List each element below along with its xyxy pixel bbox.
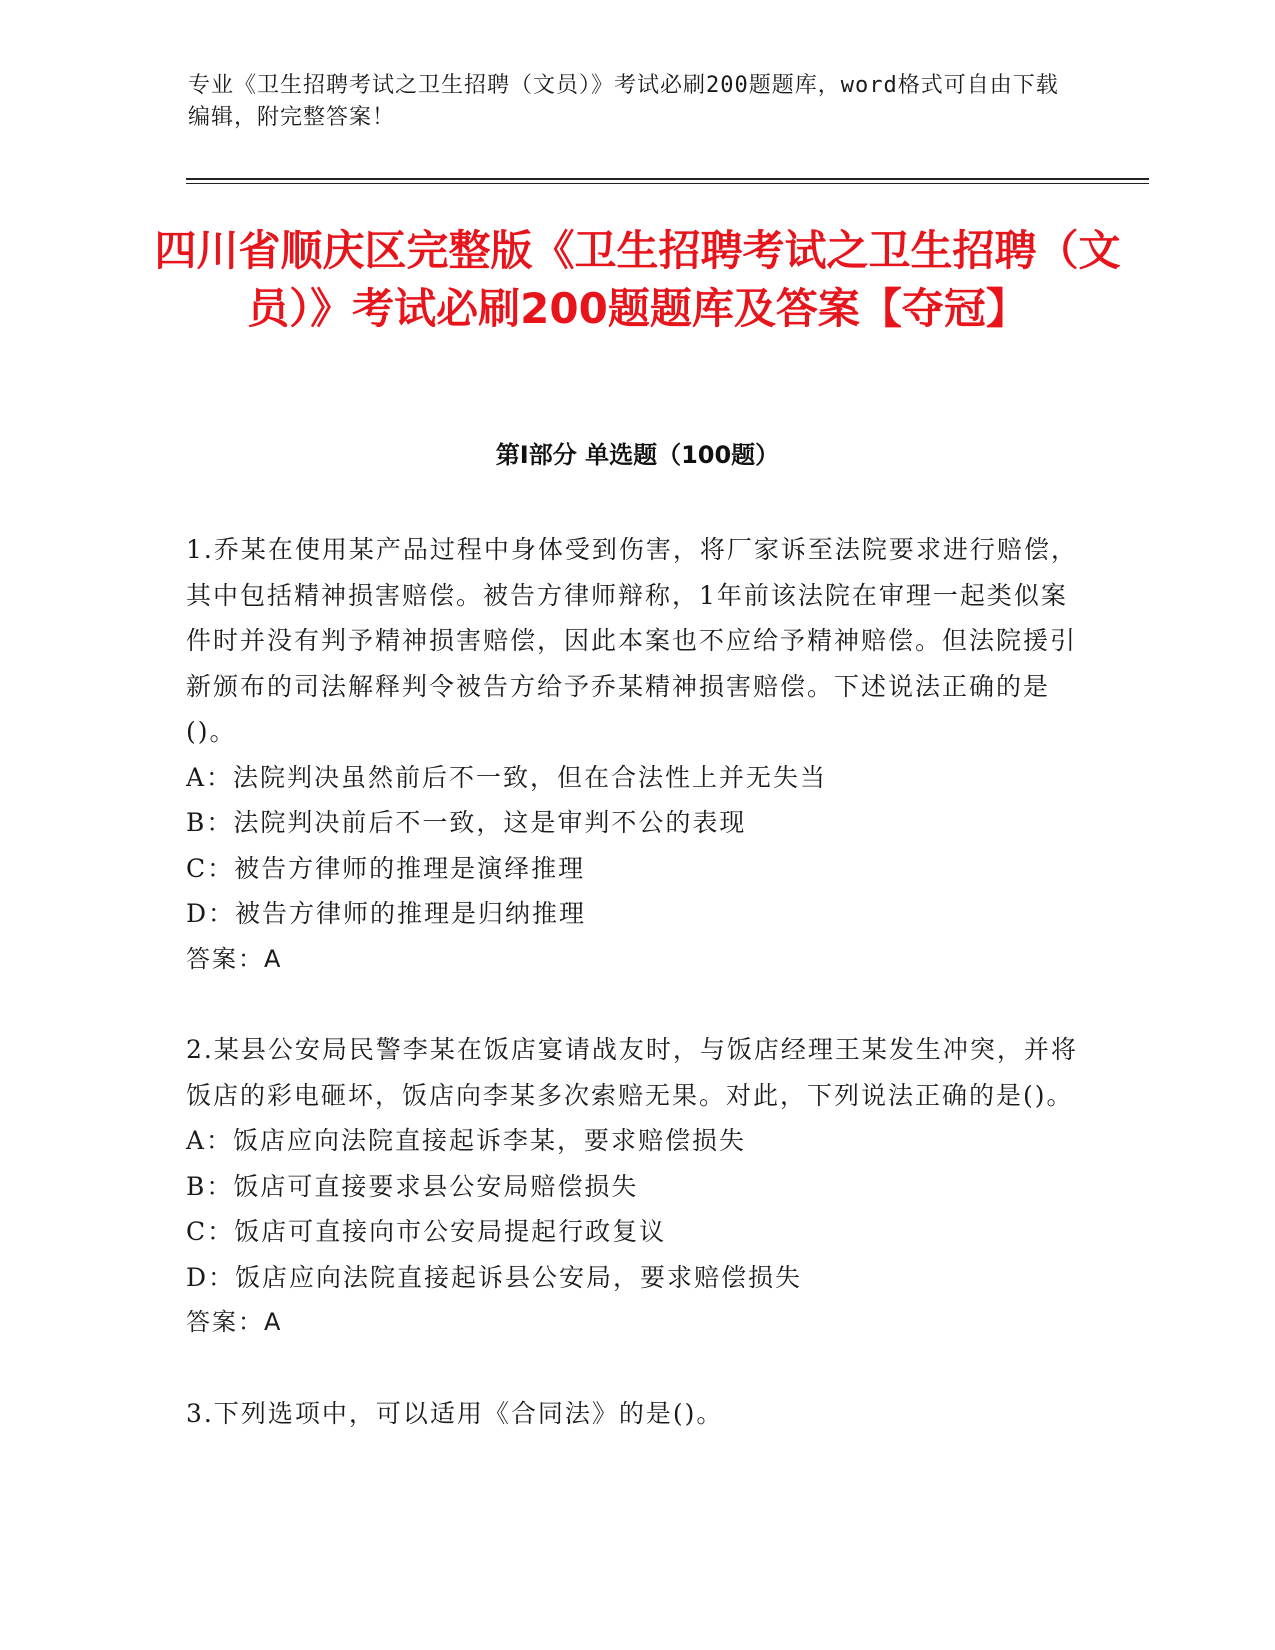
section-title: 第Ⅰ部分 单选题（100题） <box>495 441 780 469</box>
option-d: D：被告方律师的推理是归纳推理 <box>186 899 587 928</box>
option-a: A：饭店应向法院直接起诉李某，要求赔偿损失 <box>186 1126 747 1155</box>
question-stem: 2.某县公安局民警李某在饭店宴请战友时，与饭店经理王某发生冲突，并将饭店的彩电砸坏，饭店向李某多次索赔无果。对此，下列说法正确的是()。 <box>186 1035 1078 1110</box>
header-note: 专业《卫生招聘考试之卫生招聘（文员）》考试必刷200题题库，word格式可自由下载编辑，附完整答案！ <box>188 73 1059 130</box>
header-divider-thin <box>186 183 1149 184</box>
option-a: A：法院判决虽然前后不一致，但在合法性上并无失当 <box>186 762 828 792</box>
option-b: B：饭店可直接要求县公安局赔偿损失 <box>186 1171 639 1201</box>
question-item <box>186 1027 1086 1346</box>
question-stem: 3.下列选项中，可以适用《合同法》的是()。 <box>186 1398 724 1428</box>
question-item <box>186 1391 1086 1437</box>
document-title: 四川省顺庆区完整版《卫生招聘考试之卫生招聘（文员）》考试必刷200题题库及答案【夺冠】 <box>154 226 1121 333</box>
header-divider-thick <box>186 178 1149 180</box>
question-list <box>186 527 1086 1481</box>
option-d: D：饭店应向法院直接起诉县公安局，要求赔偿损失 <box>186 1262 803 1292</box>
option-b: B：法院判决前后不一致，这是审判不公的表现 <box>186 808 747 837</box>
option-c: C：被告方律师的推理是演绎推理 <box>186 853 586 883</box>
question-stem: 1.乔某在使用某产品过程中身体受到伤害，将厂家诉至法院要求进行赔偿，其中包括精神损害赔偿。被告方律师辩称，1年前该法院在审理一起类似案件时并没有判予精神损害赔偿，因此本案也不应给予精神赔偿。但法院援引新颁布的司法解释判令被告方给予乔某精神损害赔偿。下述说法正确的是()。 <box>186 535 1078 746</box>
question-item <box>186 527 1086 982</box>
answer-label: 答案：A <box>186 944 283 973</box>
option-c: C：饭店可直接向市公安局提起行政复议 <box>186 1217 667 1246</box>
answer-label: 答案：A <box>186 1308 283 1336</box>
